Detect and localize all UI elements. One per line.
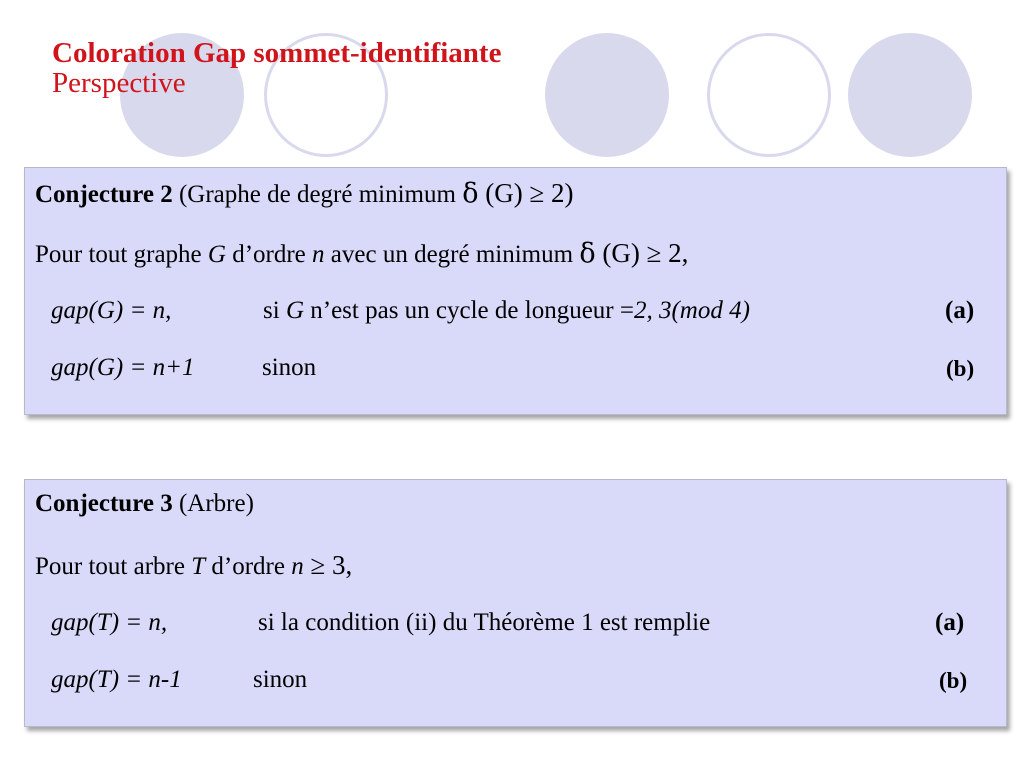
conjecture-2-case-a-text <box>263 297 750 325</box>
statement-var-n: n <box>291 553 304 580</box>
conjecture-2-desc-cond: (G) ≥ 2) <box>478 178 574 208</box>
conjecture-2-label: Conjecture 2 <box>35 181 173 208</box>
statement-var-n: n <box>312 241 325 268</box>
conjecture-2-case-a-label: (a) <box>945 297 975 324</box>
statement-cond: (G) ≥ 2, <box>595 238 689 268</box>
conjecture-2-statement <box>35 238 688 269</box>
conjecture-2-case-a-formula: gap(G) = n, <box>51 297 172 324</box>
conjecture-3-case-a-text: si la condition (ii) du Théorème 1 est remplie <box>258 609 711 636</box>
slide-title-block <box>52 38 501 99</box>
conjecture-3-case-b-label: (b) <box>939 668 968 693</box>
statement-text: Pour tout graphe <box>35 241 208 268</box>
decor-circle-4 <box>707 33 831 157</box>
conjecture-3-desc: (Arbre) <box>172 490 254 517</box>
conjecture-2-case-b-text: sinon <box>262 354 317 381</box>
conjecture-2-case-b-formula: gap(G) = n+1 <box>51 354 195 381</box>
conjecture-3-case-b-formula: gap(T) = n-1 <box>51 666 182 693</box>
slide-title: Coloration Gap sommet-identifiante <box>52 37 502 69</box>
conjecture-3-box <box>24 479 1007 727</box>
conjecture-2-desc-open: (Graphe de degré minimum <box>172 181 463 208</box>
conjecture-2-box <box>24 167 1007 415</box>
delta-symbol: δ <box>462 178 479 209</box>
decor-circle-5 <box>848 33 972 157</box>
case-mod: 2, 3(mod 4) <box>633 297 750 324</box>
conjecture-3-statement <box>35 550 352 581</box>
decor-circle-3 <box>545 33 669 157</box>
conjecture-2-case-b-label: (b) <box>946 356 975 381</box>
case-text: si <box>263 297 286 324</box>
delta-symbol: δ <box>579 238 596 269</box>
statement-text: Pour tout arbre <box>35 553 192 580</box>
conjecture-3-case-b-text: sinon <box>253 666 308 693</box>
conjecture-3-heading <box>35 490 254 518</box>
statement-text: avec un degré minimum <box>324 241 580 268</box>
conjecture-3-label: Conjecture 3 <box>35 490 173 517</box>
conjecture-3-case-a-formula: gap(T) = n, <box>51 609 168 636</box>
statement-text: d’ordre <box>205 553 292 580</box>
conjecture-2-heading <box>35 178 574 209</box>
statement-var-t: T <box>191 553 206 580</box>
statement-cond: ≥ 3, <box>303 550 353 580</box>
case-var-g: G <box>285 297 304 324</box>
case-text: n’est pas un cycle de longueur = <box>304 297 634 324</box>
slide-subtitle: Perspective <box>52 67 186 100</box>
statement-text: d’ordre <box>225 241 313 268</box>
statement-var-g: G <box>207 241 226 268</box>
conjecture-3-case-a-label: (a) <box>935 609 965 636</box>
